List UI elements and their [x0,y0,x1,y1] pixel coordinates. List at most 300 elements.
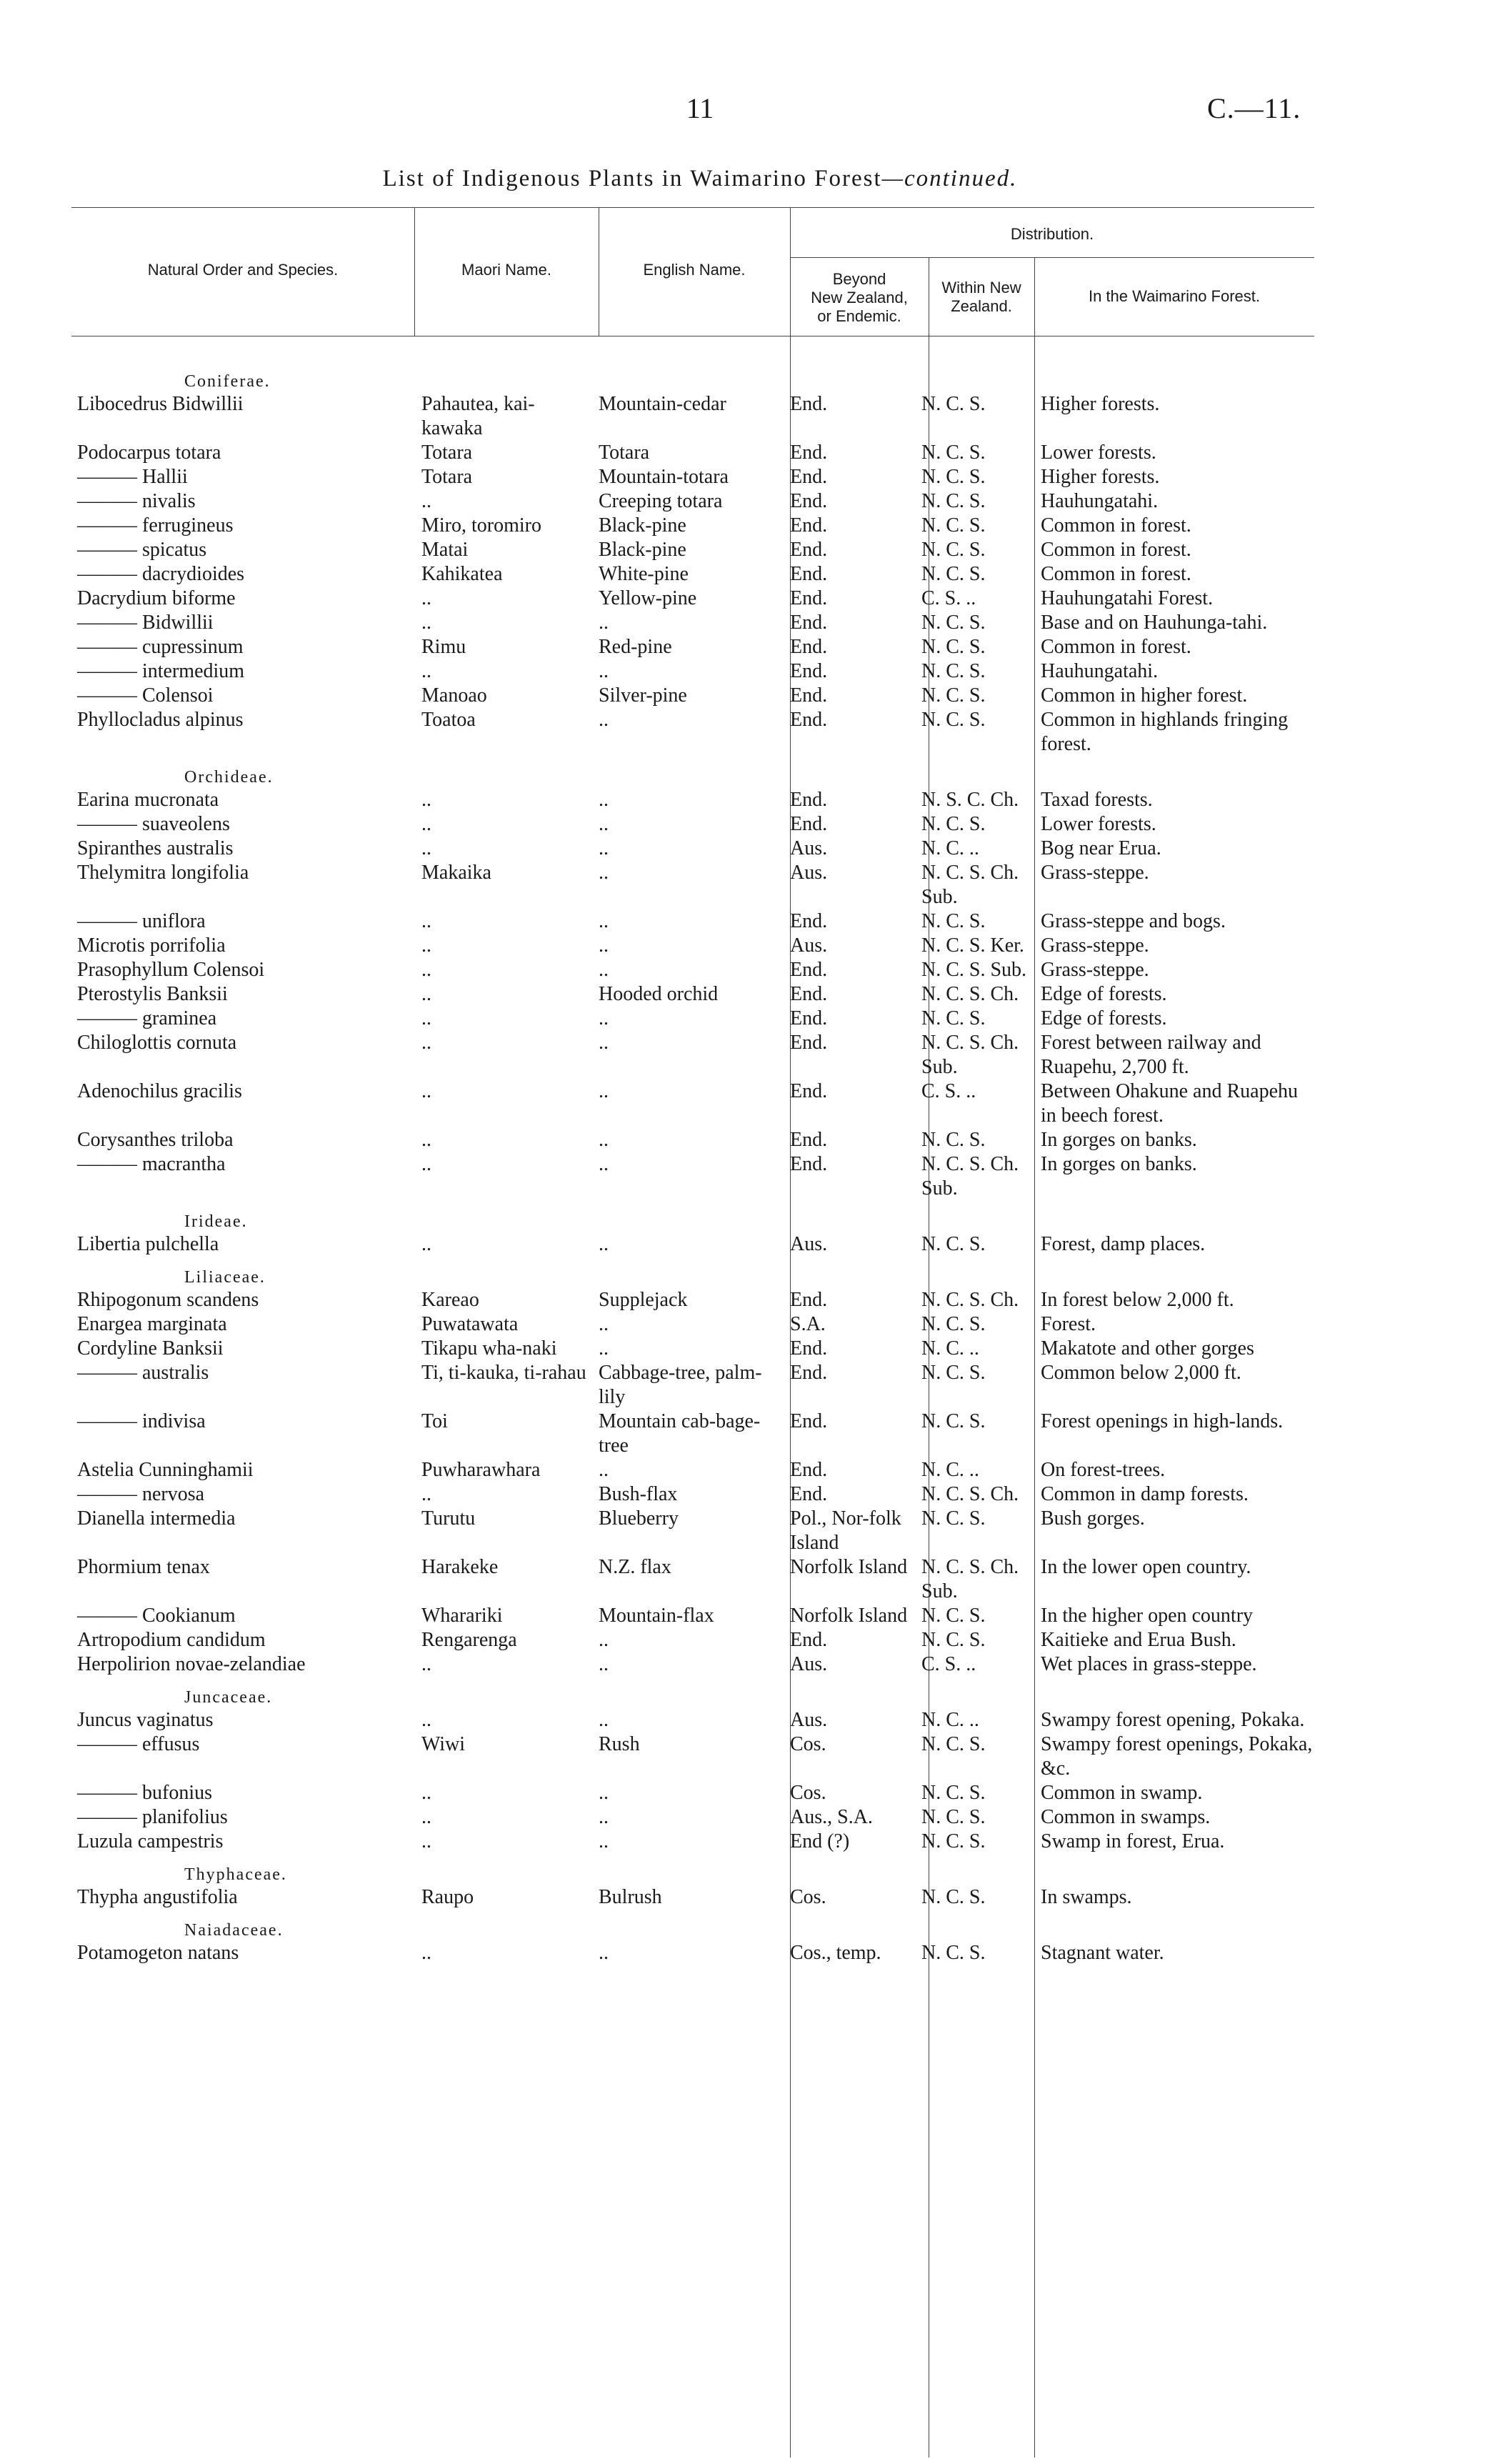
table-row [77,1805,1320,1830]
species-cell: ——— macrantha [77,1153,226,1175]
english-name-cell: .. [599,1942,609,1964]
beyond-nz-cell: Norfolk Island [790,1556,908,1578]
within-nz-cell: N. C. S. [921,514,986,537]
waimarino-forest-cell: Common in highlands fringing forest. [1041,709,1289,755]
english-name-cell: .. [599,1233,609,1255]
waimarino-forest-cell: Stagnant water. [1041,1942,1164,1964]
waimarino-forest-cell: Common in forest. [1041,563,1191,585]
within-nz-cell: N. C. S. [921,563,986,585]
table-row [77,1337,1320,1361]
within-nz-cell: N. C. S. Ch. [921,1289,1019,1311]
table-top-rule [71,207,1314,208]
maori-name-cell: .. [421,1129,431,1151]
species-cell: ——— suaveolens [77,813,230,835]
maori-name-cell: .. [421,983,431,1005]
waimarino-forest-cell: In swamps. [1041,1886,1132,1908]
beyond-nz-cell: End. [790,514,828,537]
species-cell: Thelymitra longifolia [77,862,249,884]
waimarino-forest-cell: Swampy forest opening, Pokaka. [1041,1709,1305,1731]
species-cell: Artropodium candidum [77,1629,266,1651]
waimarino-forest-cell: Edge of forests. [1041,983,1167,1005]
table-row [77,441,1320,465]
english-name-cell: .. [599,1709,609,1731]
table-row [77,1312,1320,1337]
english-name-cell: .. [599,612,609,634]
waimarino-forest-cell: In the lower open country. [1041,1556,1251,1578]
within-nz-cell: N. C. S. [921,1733,986,1755]
waimarino-forest-cell: Common below 2,000 ft. [1041,1362,1241,1384]
waimarino-forest-cell: Grass-steppe. [1041,934,1149,957]
species-cell: Dianella intermedia [77,1507,236,1530]
maori-name-cell: .. [421,1153,431,1175]
english-name-cell: .. [599,660,609,682]
english-name-cell: Mountain-cedar [599,393,726,415]
within-nz-cell: C. S. .. [921,1080,976,1102]
waimarino-forest-cell: Base and on Hauhunga-tahi. [1041,612,1268,634]
maori-name-cell: Totara [421,442,473,464]
within-nz-cell: N. C. S. [921,1233,986,1255]
waimarino-forest-cell: On forest-trees. [1041,1459,1166,1481]
within-nz-cell: N. C. S. [921,1313,986,1335]
waimarino-forest-cell: Common in damp forests. [1041,1483,1249,1505]
species-cell: ——— nervosa [77,1483,205,1505]
within-nz-cell: N. C. .. [921,1709,979,1731]
beyond-nz-cell: End. [790,1007,828,1029]
english-name-cell: .. [599,1629,609,1651]
english-name-cell: .. [599,1007,609,1029]
english-name-cell: .. [599,1080,609,1102]
within-nz-cell: N. C. .. [921,1459,979,1481]
within-nz-cell: N. C. S. [921,684,986,707]
within-nz-cell: N. C. S. Ch. [921,1483,1019,1505]
waimarino-forest-cell: Forest openings in high-lands. [1041,1410,1284,1432]
english-name-cell: .. [599,1129,609,1151]
table-row [77,392,1320,441]
within-nz-cell: N. S. C. Ch. [921,789,1019,811]
english-name-cell: Mountain-totara [599,466,729,488]
beyond-nz-cell: End. [790,1080,828,1102]
beyond-nz-cell: End. [790,1032,828,1054]
english-name-cell: Cabbage-tree, palm-lily [599,1362,762,1408]
beyond-nz-cell: End (?) [790,1830,850,1852]
page-number: 11 [686,92,714,124]
maori-name-cell: .. [421,910,431,932]
within-nz-cell: N. C. S. [921,1362,986,1384]
beyond-nz-cell: S.A. [790,1313,826,1335]
species-cell: Libertia pulchella [77,1233,219,1255]
maori-name-cell: Puwharawhara [421,1459,541,1481]
maori-name-cell: .. [421,1942,431,1964]
within-nz-cell: N. C. S. Sub. [921,959,1027,981]
header-beyond-line: Beyond [832,270,886,288]
beyond-nz-cell: Aus. [790,862,828,884]
title-continued: —continued. [881,166,1018,191]
beyond-nz-cell: End. [790,490,828,512]
maori-name-cell: Harakeke [421,1556,499,1578]
table-row [77,587,1320,611]
species-cell: Phormium tenax [77,1556,210,1578]
waimarino-forest-cell: In forest below 2,000 ft. [1041,1289,1234,1311]
within-nz-cell: N. C. S. [921,1007,986,1029]
species-cell: Podocarpus totara [77,442,221,464]
within-nz-cell: N. C. S. [921,1605,986,1627]
within-nz-cell: N. C. S. [921,490,986,512]
beyond-nz-cell: Cos., temp. [790,1942,881,1964]
maori-name-cell: Toatoa [421,709,476,731]
species-cell: ——— dacrydioides [77,563,245,585]
maori-name-cell: Wharariki [421,1605,503,1627]
species-cell: ——— nivalis [77,490,196,512]
waimarino-forest-cell: Bush gorges. [1041,1507,1145,1530]
species-cell: Chiloglottis cornuta [77,1032,237,1054]
distribution-rule [790,257,1314,258]
species-cell: ——— spicatus [77,539,207,561]
within-nz-cell: N. C. S. Ker. [921,934,1024,957]
within-nz-cell: N. C. S. Ch. Sub. [921,1153,1019,1199]
beyond-nz-cell: End. [790,563,828,585]
table-row [77,684,1320,708]
waimarino-forest-cell: Common in forest. [1041,514,1191,537]
within-nz-cell: N. C. S. [921,1830,986,1852]
table-row [77,1708,1320,1732]
species-cell: Cordyline Banksii [77,1337,224,1360]
english-name-cell: .. [599,862,609,884]
maori-name-cell: .. [421,1782,431,1804]
family-heading: Orchideae. [184,768,274,787]
beyond-nz-cell: End. [790,1153,828,1175]
english-name-cell: Yellow-pine [599,587,697,609]
english-name-cell: .. [599,1153,609,1175]
species-cell: ——— Bidwillii [77,612,214,634]
family-heading: Coniferae. [184,372,271,391]
english-name-cell: Black-pine [599,514,686,537]
table-row [77,1830,1320,1854]
beyond-nz-cell: End. [790,442,828,464]
species-cell: ——— ferrugineus [77,514,234,537]
maori-name-cell: Rimu [421,636,466,658]
beyond-nz-cell: End. [790,393,828,415]
species-cell: Potamogeton natans [77,1942,239,1964]
waimarino-forest-cell: Higher forests. [1041,466,1160,488]
maori-name-cell: .. [421,1653,431,1675]
table-row [77,1941,1320,1965]
beyond-nz-cell: End. [790,1483,828,1505]
table-row [77,1781,1320,1805]
maori-name-cell: .. [421,612,431,634]
species-cell: ——— effusus [77,1733,200,1755]
english-name-cell: .. [599,837,609,859]
family-heading: Irideae. [184,1212,248,1231]
beyond-nz-cell: End. [790,1289,828,1311]
within-nz-cell: N. C. S. [921,1782,986,1804]
waimarino-forest-cell: Higher forests. [1041,393,1160,415]
family-heading: Thyphaceae. [184,1865,287,1884]
waimarino-forest-cell: Between Ohakune and Ruapehu in beech forest. [1041,1080,1298,1127]
maori-name-cell: .. [421,1830,431,1852]
header-beyond-line: or Endemic. [817,307,901,325]
species-cell: Corysanthes triloba [77,1129,234,1151]
waimarino-forest-cell: Bog near Erua. [1041,837,1161,859]
within-nz-cell: N. C. .. [921,837,979,859]
waimarino-forest-cell: Wet places in grass-steppe. [1041,1653,1257,1675]
page-reference: C.—11. [1207,92,1301,124]
within-nz-cell: N. C. S. [921,612,986,634]
maori-name-cell: .. [421,1806,431,1828]
waimarino-forest-cell: Common in forest. [1041,636,1191,658]
beyond-nz-cell: Pol., Nor-folk Island [790,1507,901,1554]
within-nz-cell: N. C. S. Ch. [921,983,1019,1005]
table-row [77,1482,1320,1507]
maori-name-cell: .. [421,1007,431,1029]
table-row [77,562,1320,587]
english-name-cell: .. [599,789,609,811]
beyond-nz-cell: End. [790,660,828,682]
within-nz-cell: N. C. S. [921,910,986,932]
species-cell: Thypha angustifolia [77,1886,238,1908]
table-row [77,861,1320,909]
english-name-cell: .. [599,1459,609,1481]
english-name-cell: .. [599,1782,609,1804]
within-nz-cell: N. C. S. Ch. Sub. [921,1556,1019,1602]
header-species: Natural Order and Species. [147,261,339,279]
maori-name-cell: .. [421,837,431,859]
english-name-cell: .. [599,1032,609,1054]
species-cell: ——— planifolius [77,1806,228,1828]
waimarino-forest-cell: Kaitieke and Erua Bush. [1041,1629,1236,1651]
table-row [77,489,1320,514]
beyond-nz-cell: End. [790,466,828,488]
table-row [77,1507,1320,1555]
within-nz-cell: N. C. S. [921,1129,986,1151]
maori-name-cell: Kareao [421,1289,479,1311]
table-row [77,514,1320,538]
maori-name-cell: .. [421,1483,431,1505]
species-cell: Enargea marginata [77,1313,227,1335]
english-name-cell: Bush-flax [599,1483,678,1505]
species-cell: Pterostylis Banksii [77,983,228,1005]
beyond-nz-cell: Aus., S.A. [790,1806,873,1828]
header-forest: In the Waimarino Forest. [1088,287,1261,305]
beyond-nz-cell: Norfolk Island [790,1605,908,1627]
family-heading: Liliaceae. [184,1268,266,1287]
english-name-cell: Blueberry [599,1507,679,1530]
table-row [77,659,1320,684]
within-nz-cell: N. C. S. [921,1942,986,1964]
table-row [77,1652,1320,1677]
waimarino-forest-cell: Hauhungatahi. [1041,660,1159,682]
within-nz-cell: N. C. S. [921,1629,986,1651]
waimarino-forest-cell: Forest, damp places. [1041,1233,1206,1255]
species-cell: ——— australis [77,1362,209,1384]
within-nz-cell: C. S. .. [921,1653,976,1675]
table-row [77,788,1320,812]
english-name-cell: .. [599,934,609,957]
beyond-nz-cell: Cos. [790,1782,826,1804]
english-name-cell: White-pine [599,563,689,585]
within-nz-cell: N. C. S. [921,1410,986,1432]
maori-name-cell: .. [421,1709,431,1731]
beyond-nz-cell: End. [790,587,828,609]
english-name-cell: .. [599,1806,609,1828]
species-cell: Spiranthes australis [77,837,234,859]
species-cell: ——— Cookianum [77,1605,236,1627]
table-row [77,708,1320,757]
waimarino-forest-cell: Grass-steppe and bogs. [1041,910,1226,932]
species-cell: ——— indivisa [77,1410,206,1432]
english-name-cell: .. [599,1830,609,1852]
maori-name-cell: Turutu [421,1507,476,1530]
maori-name-cell: .. [421,1032,431,1054]
species-cell: ——— bufonius [77,1782,212,1804]
maori-name-cell: Makaika [421,862,491,884]
beyond-nz-cell: End. [790,1362,828,1384]
waimarino-forest-cell: Lower forests. [1041,442,1156,464]
within-nz-cell: N. C. S. [921,709,986,731]
species-cell: ——— Hallii [77,466,188,488]
maori-name-cell: .. [421,959,431,981]
table-row [77,1232,1320,1257]
maori-name-cell: Raupo [421,1886,474,1908]
header-maori: Maori Name. [461,261,551,279]
within-nz-cell: N. C. S. [921,1886,986,1908]
table-row [77,635,1320,659]
beyond-nz-cell: End. [790,636,828,658]
beyond-nz-cell: Cos. [790,1886,826,1908]
table-row [77,1007,1320,1031]
species-cell: Herpolirion novae-zelandiae [77,1653,306,1675]
waimarino-forest-cell: Edge of forests. [1041,1007,1167,1029]
maori-name-cell: Pahautea, kai-kawaka [421,393,535,439]
english-name-cell: Rush [599,1733,640,1755]
beyond-nz-cell: End. [790,1129,828,1151]
table-row [77,1604,1320,1628]
beyond-nz-cell: End. [790,789,828,811]
english-name-cell: .. [599,1653,609,1675]
table-row [77,982,1320,1007]
waimarino-forest-cell: Lower forests. [1041,813,1156,835]
header-distribution: Distribution. [1010,225,1094,243]
table-row [77,1361,1320,1410]
beyond-nz-cell: End. [790,959,828,981]
species-cell: Adenochilus gracilis [77,1080,242,1102]
beyond-nz-cell: Aus. [790,837,828,859]
table-row [77,1555,1320,1604]
maori-name-cell: .. [421,1080,431,1102]
species-cell: ——— graminea [77,1007,217,1029]
english-name-cell: N.Z. flax [599,1556,671,1578]
beyond-nz-cell: End. [790,684,828,707]
maori-name-cell: Manoao [421,684,487,707]
maori-name-cell: .. [421,490,431,512]
english-name-cell: Creeping totara [599,490,723,512]
within-nz-cell: N. C. S. [921,1507,986,1530]
species-cell: ——— intermedium [77,660,245,682]
table-row [77,611,1320,635]
within-nz-cell: N. C. S. Ch. Sub. [921,862,1019,908]
species-cell: Microtis porrifolia [77,934,226,957]
maori-name-cell: Wiwi [421,1733,466,1755]
english-name-cell: Black-pine [599,539,686,561]
waimarino-forest-cell: In gorges on banks. [1041,1153,1197,1175]
table-row [77,934,1320,958]
species-cell: Juncus vaginatus [77,1709,214,1731]
beyond-nz-cell: End. [790,709,828,731]
table-row [77,1079,1320,1128]
table-row [77,1128,1320,1152]
within-nz-cell: N. C. S. [921,442,986,464]
beyond-nz-cell: End. [790,813,828,835]
waimarino-forest-cell: Makatote and other gorges [1041,1337,1254,1360]
within-nz-cell: N. C. S. [921,1806,986,1828]
page-title [0,166,1400,192]
waimarino-forest-cell: Swampy forest openings, Pokaka, &c. [1041,1733,1313,1780]
within-nz-cell: N. C. S. [921,466,986,488]
waimarino-forest-cell: Forest between railway and Ruapehu, 2,700 ft. [1041,1032,1261,1078]
table-row [77,1885,1320,1910]
table-row [77,1152,1320,1201]
table-row [77,1628,1320,1652]
waimarino-forest-cell: Grass-steppe. [1041,862,1149,884]
within-nz-cell: N. C. S. [921,393,986,415]
beyond-nz-cell: End. [790,1337,828,1360]
maori-name-cell: Ti, ti-kauka, ti-rahau [421,1362,586,1384]
beyond-nz-cell: Aus. [790,1653,828,1675]
species-cell: Luzula campestris [77,1830,224,1852]
maori-name-cell: Tikapu wha-naki [421,1337,557,1360]
species-cell: Astelia Cunninghamii [77,1459,254,1481]
table-row [77,465,1320,489]
species-cell: Earina mucronata [77,789,219,811]
waimarino-forest-cell: Forest. [1041,1313,1096,1335]
maori-name-cell: .. [421,587,431,609]
species-cell: ——— uniflora [77,910,206,932]
table-row [77,837,1320,861]
english-name-cell: .. [599,959,609,981]
table-row [77,1288,1320,1312]
maori-name-cell: .. [421,660,431,682]
maori-name-cell: .. [421,813,431,835]
maori-name-cell: .. [421,789,431,811]
header-beyond-line: New Zealand, [811,289,908,306]
title-main: List of Indigenous Plants in Waimarino Forest [382,166,882,191]
table-row [77,1031,1320,1079]
waimarino-forest-cell: Hauhungatahi. [1041,490,1159,512]
header-within [929,279,1034,316]
within-nz-cell: N. C. S. Ch. Sub. [921,1032,1019,1078]
english-name-cell: .. [599,1313,609,1335]
family-heading: Naiadaceae. [184,1921,284,1940]
within-nz-cell: N. C. S. [921,636,986,658]
english-name-cell: Totara [599,442,650,464]
maori-name-cell: Matai [421,539,469,561]
english-name-cell: .. [599,910,609,932]
beyond-nz-cell: Aus. [790,1233,828,1255]
english-name-cell: .. [599,813,609,835]
waimarino-forest-cell: Common in swamps. [1041,1806,1211,1828]
beyond-nz-cell: End. [790,539,828,561]
table-row [77,812,1320,837]
table-row [77,1410,1320,1458]
maori-name-cell: Rengarenga [421,1629,517,1651]
header-within-line: Within New [941,279,1021,296]
english-name-cell: Mountain-flax [599,1605,714,1627]
waimarino-forest-cell: Grass-steppe. [1041,959,1149,981]
english-name-cell: .. [599,709,609,731]
table-row [77,538,1320,562]
species-cell: Rhipogonum scandens [77,1289,259,1311]
waimarino-forest-cell: Common in swamp. [1041,1782,1203,1804]
species-cell: Prasophyllum Colensoi [77,959,265,981]
